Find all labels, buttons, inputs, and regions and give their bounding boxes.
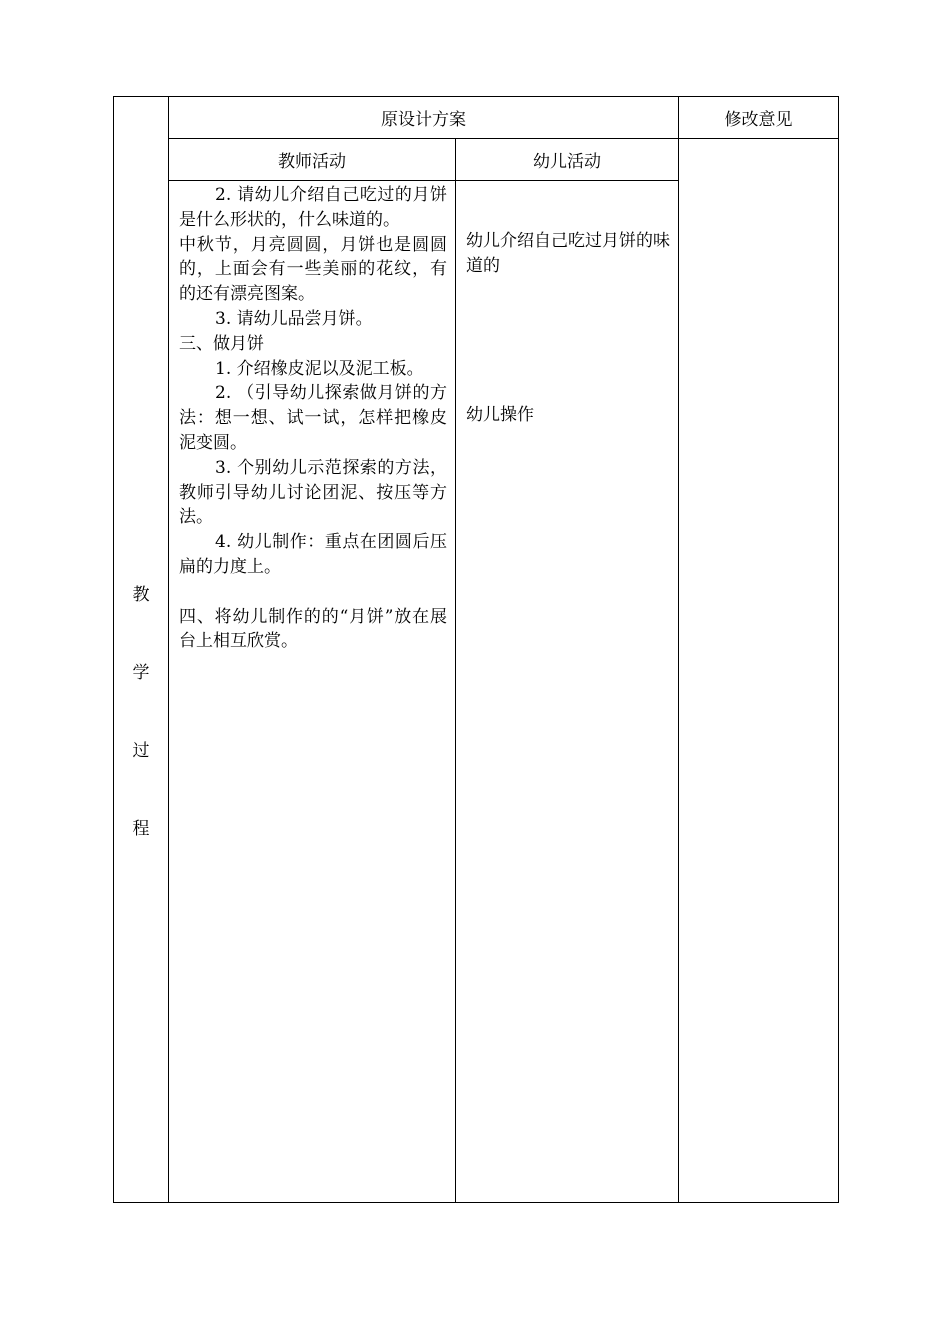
child-activity-cell xyxy=(456,181,679,1203)
teacher-step: 2. 请幼儿介绍自己吃过的月饼是什么形状的，什么味道的。 xyxy=(179,185,447,230)
lesson-plan-table xyxy=(113,96,839,1203)
section-label-char: 程 xyxy=(132,819,150,839)
teacher-section-heading: 四、将幼儿制作的的“月饼”放在展台上相互欣赏。 xyxy=(179,606,447,652)
child-activity-header: 幼儿活动 xyxy=(456,139,679,181)
teacher-section-heading: 三、做月饼 xyxy=(179,333,264,354)
revision-cell xyxy=(679,139,839,1203)
section-label xyxy=(114,460,168,839)
teacher-step: 3. 个别幼儿示范探索的方法，教师引导幼儿讨论团泥、按压等方法。 xyxy=(179,457,447,528)
section-label-char: 过 xyxy=(132,741,150,761)
teacher-step: 4. 幼儿制作：重点在团圆后压扁的力度上。 xyxy=(179,532,447,577)
revision-header: 修改意见 xyxy=(679,97,839,139)
teacher-step: 1. 介绍橡皮泥以及泥工板。 xyxy=(215,358,424,379)
spacer xyxy=(466,279,670,403)
child-step: 幼儿操作 xyxy=(466,404,534,425)
section-label-cell xyxy=(114,97,169,1203)
teacher-step: 中秋节，月亮圆圆，月饼也是圆圆的，上面会有一些美丽的花纹，有的还有漂亮图案。 xyxy=(179,234,447,305)
teacher-activity-header: 教师活动 xyxy=(169,139,456,181)
teacher-activity-cell xyxy=(169,181,456,1203)
spacer xyxy=(179,580,447,605)
section-label-char: 教 xyxy=(132,585,150,605)
teacher-step: 3. 请幼儿品尝月饼。 xyxy=(215,308,373,329)
section-label-char: 学 xyxy=(132,663,150,683)
original-plan-header: 原设计方案 xyxy=(169,97,679,139)
teacher-step: 2. （引导幼儿探索做月饼的方法：想一想、试一试，怎样把橡皮泥变圆。 xyxy=(179,383,447,453)
child-step: 幼儿介绍自己吃过月饼的味道的 xyxy=(466,231,670,276)
